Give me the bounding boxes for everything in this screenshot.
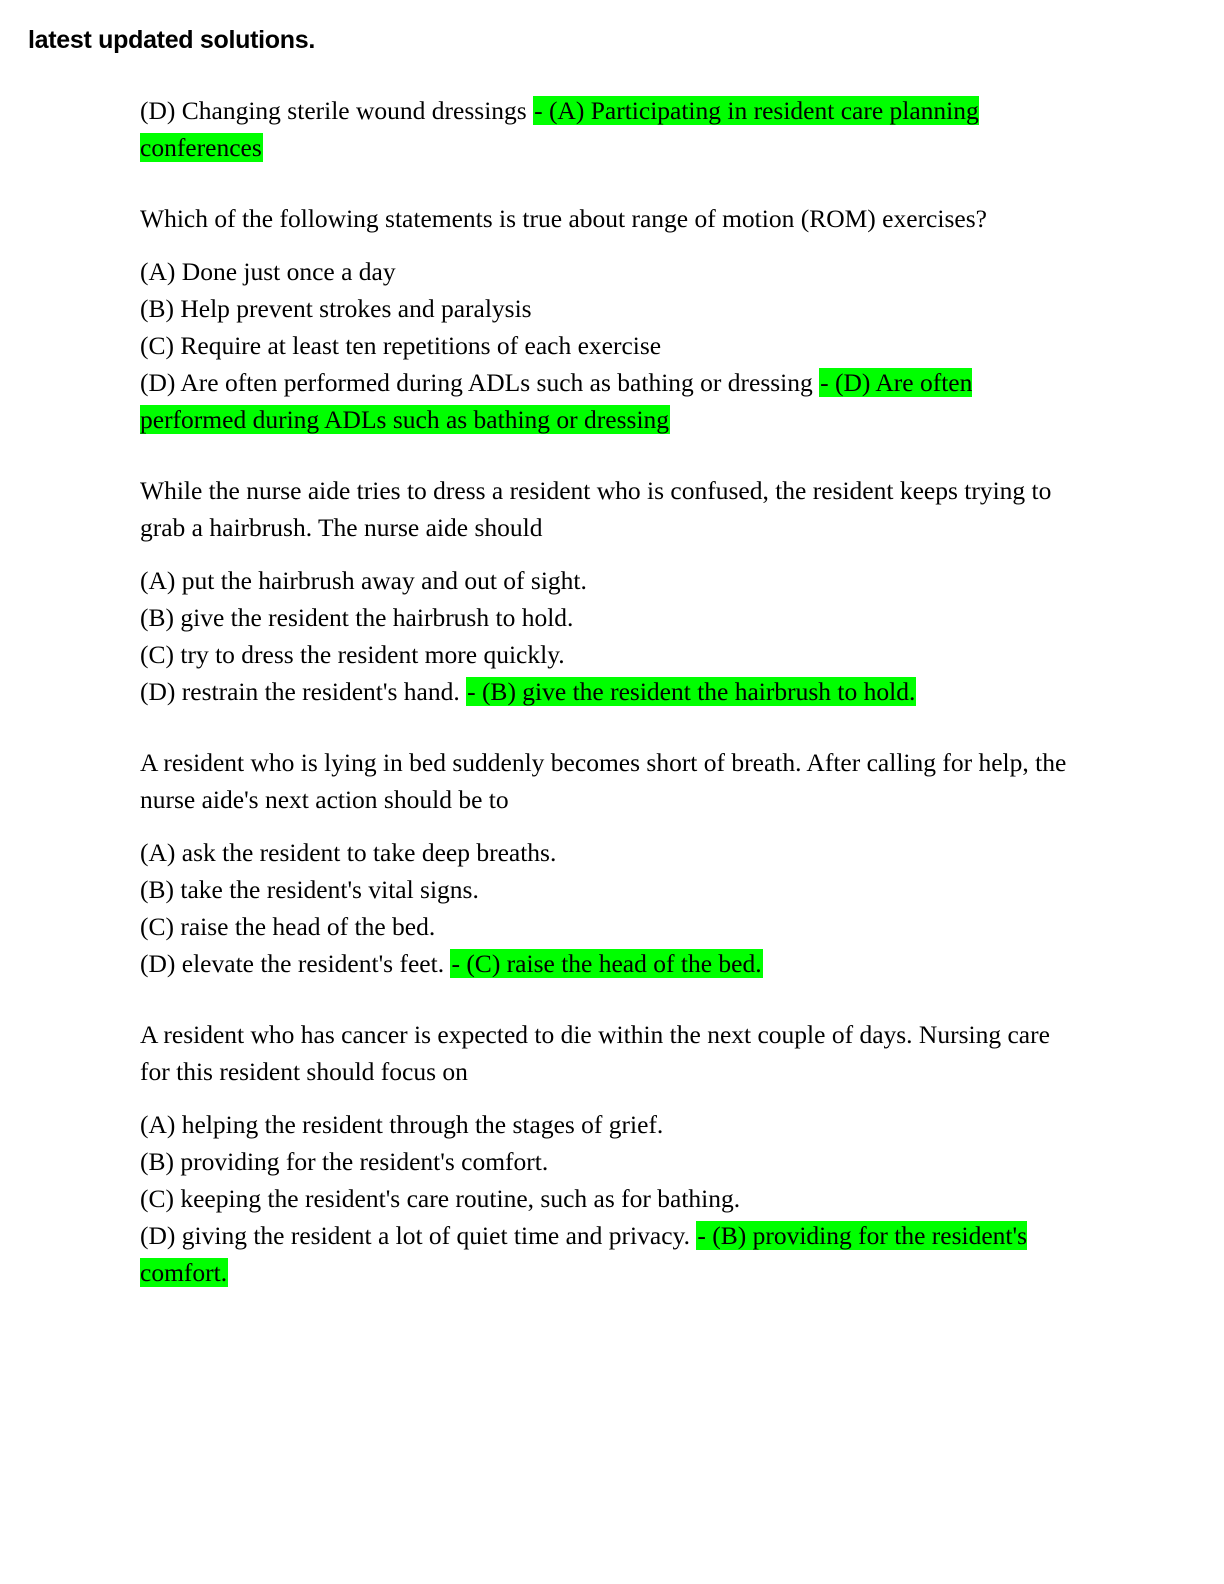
question-4-option-d: (D) elevate the resident's feet. — [140, 949, 451, 978]
spacer — [140, 237, 1070, 253]
question-2-option-a: (A) Done just once a day — [140, 257, 396, 286]
spacer — [140, 818, 1070, 834]
question-2-stem: Which of the following statements is true about range of motion (ROM) exercises? — [140, 204, 987, 233]
question-block-2 — [140, 200, 1070, 438]
question-5-option-c: (C) keeping the resident's care routine, such as for bathing. — [140, 1184, 741, 1213]
question-block-4 — [140, 744, 1070, 982]
question-2-option-d: (D) Are often performed during ADLs such as bathing or dressing — [140, 368, 820, 397]
question-5-stem: A resident who has cancer is expected to die within the next couple of days. Nursing care for this resident should focus on — [140, 1020, 1050, 1086]
question-5-option-d: (D) giving the resident a lot of quiet time and privacy. — [140, 1221, 697, 1250]
question-5-option-b: (B) providing for the resident's comfort. — [140, 1147, 549, 1176]
question-4-option-a: (A) ask the resident to take deep breaths. — [140, 838, 557, 867]
question-3-answer-line — [140, 673, 1070, 710]
document-body — [140, 92, 1070, 1325]
question-3-answer-highlight: - (B) give the resident the hairbrush to hold. — [467, 677, 916, 706]
question-4-option-c: (C) raise the head of the bed. — [140, 912, 436, 941]
question-5-option-a: (A) helping the resident through the stages of grief. — [140, 1110, 664, 1139]
question-4-answer-highlight: - (C) raise the head of the bed. — [451, 949, 762, 978]
spacer — [140, 546, 1070, 562]
page-header-note: latest updated solutions. — [28, 26, 315, 54]
question-3-stem: While the nurse aide tries to dress a resident who is confused, the resident keeps trying to grab a hairbrush. The nurse aide should — [140, 476, 1052, 542]
question-block-1 — [140, 92, 1070, 166]
question-block-3 — [140, 472, 1070, 710]
question-2-answer-line — [140, 364, 1070, 438]
question-5-answer-line — [140, 1217, 1070, 1291]
question-2-option-b: (B) Help prevent strokes and paralysis — [140, 294, 532, 323]
question-4-stem: A resident who is lying in bed suddenly becomes short of breath. After calling for help, the nurse aide's next action should be to — [140, 748, 1067, 814]
question-1-answer-highlight: - (A) Participating in resident care planning conferences — [140, 96, 979, 162]
question-3-option-b: (B) give the resident the hairbrush to hold. — [140, 603, 574, 632]
question-2-option-c: (C) Require at least ten repetitions of each exercise — [140, 331, 662, 360]
spacer — [140, 1090, 1070, 1106]
question-3-option-d: (D) restrain the resident's hand. — [140, 677, 467, 706]
question-4-option-b: (B) take the resident's vital signs. — [140, 875, 479, 904]
question-1-option-d: (D) Changing sterile wound dressings — [140, 96, 534, 125]
question-5-answer-highlight: - (B) providing for the resident's comfort. — [140, 1221, 1028, 1287]
question-block-5 — [140, 1016, 1070, 1291]
question-3-option-a: (A) put the hairbrush away and out of sight. — [140, 566, 587, 595]
question-4-answer-line — [140, 945, 1070, 982]
question-2-answer-highlight: - (D) Are often performed during ADLs such as bathing or dressing — [140, 368, 973, 434]
question-3-option-c: (C) try to dress the resident more quickly. — [140, 640, 565, 669]
question-1-answer-line — [140, 92, 1070, 166]
